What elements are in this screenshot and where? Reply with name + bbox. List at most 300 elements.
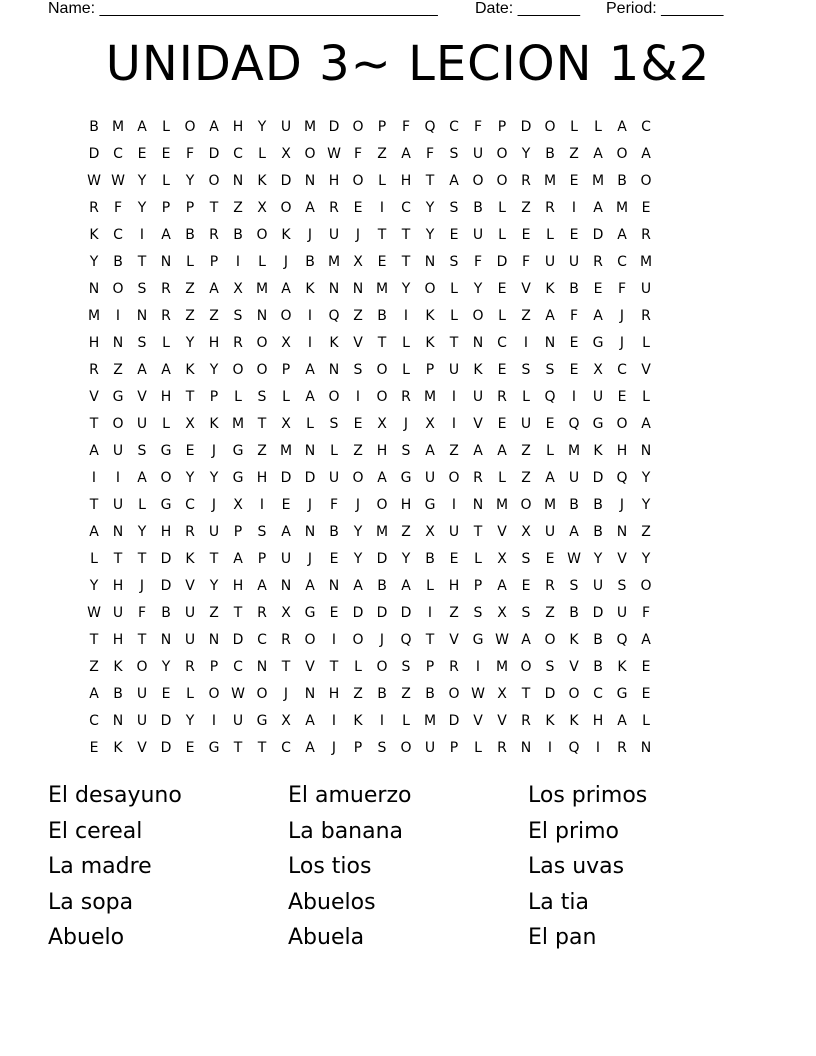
grid-letter[interactable]: K xyxy=(89,227,99,243)
grid-letter[interactable]: U xyxy=(640,281,652,297)
grid-letter[interactable]: L xyxy=(162,173,170,189)
grid-letter[interactable]: C xyxy=(113,227,123,243)
grid-letter[interactable]: Q xyxy=(544,389,556,405)
grid-letter[interactable]: F xyxy=(353,146,363,162)
grid-letter[interactable]: E xyxy=(137,146,147,162)
grid-letter[interactable]: N xyxy=(472,497,484,513)
grid-letter[interactable]: E xyxy=(89,740,99,756)
grid-letter[interactable]: G xyxy=(400,470,412,486)
grid-letter[interactable]: P xyxy=(449,740,459,756)
grid-letter[interactable]: O xyxy=(304,146,316,162)
grid-letter[interactable]: O xyxy=(232,362,244,378)
grid-letter[interactable]: D xyxy=(496,254,508,270)
grid-letter[interactable]: D xyxy=(160,713,172,729)
grid-letter[interactable]: R xyxy=(89,200,99,216)
grid-letter[interactable]: B xyxy=(89,119,99,135)
grid-letter[interactable]: C xyxy=(89,713,99,729)
grid-letter[interactable]: S xyxy=(449,254,459,270)
grid-letter[interactable]: S xyxy=(473,605,483,621)
grid-letter[interactable]: D xyxy=(592,470,604,486)
grid-letter[interactable]: O xyxy=(256,686,268,702)
grid-letter[interactable]: P xyxy=(281,362,291,378)
grid-letter[interactable]: A xyxy=(233,551,243,567)
grid-letter[interactable]: D xyxy=(376,551,388,567)
grid-letter[interactable]: U xyxy=(112,443,124,459)
grid-letter[interactable]: F xyxy=(641,605,651,621)
grid-letter[interactable]: G xyxy=(424,497,436,513)
grid-letter[interactable]: L xyxy=(138,497,146,513)
grid-letter[interactable]: Q xyxy=(616,470,628,486)
grid-letter[interactable]: L xyxy=(186,254,194,270)
grid-letter[interactable]: I xyxy=(379,200,385,216)
grid-letter[interactable]: C xyxy=(641,119,651,135)
grid-letter[interactable]: I xyxy=(523,335,529,351)
grid-letter[interactable]: L xyxy=(474,740,482,756)
grid-letter[interactable]: T xyxy=(281,659,291,675)
grid-letter[interactable]: V xyxy=(449,632,459,648)
grid-letter[interactable]: X xyxy=(281,713,291,729)
grid-letter[interactable]: D xyxy=(400,605,412,621)
grid-letter[interactable]: N xyxy=(304,443,316,459)
grid-letter[interactable]: O xyxy=(520,659,532,675)
grid-letter[interactable]: M xyxy=(591,173,605,189)
grid-letter[interactable]: B xyxy=(233,227,243,243)
grid-letter[interactable]: N xyxy=(208,632,220,648)
grid-letter[interactable]: Y xyxy=(473,281,483,297)
grid-letter[interactable]: U xyxy=(592,389,604,405)
grid-letter[interactable]: C xyxy=(185,497,195,513)
grid-letter[interactable]: I xyxy=(115,308,121,324)
grid-letter[interactable]: T xyxy=(113,551,123,567)
grid-letter[interactable]: Z xyxy=(641,524,651,540)
grid-letter[interactable]: A xyxy=(305,740,315,756)
grid-letter[interactable]: A xyxy=(353,578,363,594)
grid-letter[interactable]: O xyxy=(376,389,388,405)
grid-letter[interactable]: P xyxy=(425,362,435,378)
grid-letter[interactable]: O xyxy=(136,659,148,675)
grid-letter[interactable]: P xyxy=(353,740,363,756)
grid-letter[interactable]: F xyxy=(521,254,531,270)
grid-letter[interactable]: O xyxy=(352,173,364,189)
grid-letter[interactable]: E xyxy=(641,200,651,216)
grid-letter[interactable]: D xyxy=(232,632,244,648)
grid-letter[interactable]: V xyxy=(137,740,147,756)
grid-letter[interactable]: S xyxy=(257,389,267,405)
grid-letter[interactable]: X xyxy=(497,551,507,567)
grid-letter[interactable]: O xyxy=(280,200,292,216)
grid-letter[interactable]: Z xyxy=(233,200,243,216)
grid-letter[interactable]: X xyxy=(593,362,603,378)
grid-letter[interactable]: W xyxy=(87,605,101,621)
grid-letter[interactable]: M xyxy=(327,254,341,270)
grid-letter[interactable]: U xyxy=(280,119,292,135)
grid-letter[interactable]: N xyxy=(256,308,268,324)
grid-letter[interactable]: T xyxy=(401,254,411,270)
grid-letter[interactable]: O xyxy=(208,173,220,189)
grid-letter[interactable]: Y xyxy=(209,470,219,486)
grid-letter[interactable]: Z xyxy=(449,443,459,459)
grid-letter[interactable]: A xyxy=(497,443,507,459)
grid-letter[interactable]: G xyxy=(208,740,220,756)
grid-letter[interactable]: V xyxy=(137,389,147,405)
grid-letter[interactable]: U xyxy=(448,524,460,540)
grid-letter[interactable]: X xyxy=(281,416,291,432)
grid-letter[interactable]: A xyxy=(305,578,315,594)
grid-letter[interactable]: U xyxy=(184,632,196,648)
grid-letter[interactable]: I xyxy=(211,713,217,729)
grid-letter[interactable]: H xyxy=(88,335,100,351)
grid-letter[interactable]: N xyxy=(112,335,124,351)
grid-letter[interactable]: C xyxy=(497,335,507,351)
grid-letter[interactable]: X xyxy=(425,524,435,540)
grid-letter[interactable]: N xyxy=(640,443,652,459)
grid-letter[interactable]: Y xyxy=(521,146,531,162)
grid-letter[interactable]: A xyxy=(545,308,555,324)
grid-letter[interactable]: Z xyxy=(569,146,579,162)
grid-letter[interactable]: B xyxy=(377,686,387,702)
grid-letter[interactable]: A xyxy=(161,362,171,378)
grid-letter[interactable]: Q xyxy=(568,416,580,432)
grid-letter[interactable]: M xyxy=(87,308,101,324)
grid-letter[interactable]: O xyxy=(304,632,316,648)
grid-letter[interactable]: V xyxy=(305,659,315,675)
grid-letter[interactable]: D xyxy=(592,605,604,621)
grid-letter[interactable]: R xyxy=(209,227,219,243)
grid-letter[interactable]: E xyxy=(641,686,651,702)
grid-letter[interactable]: P xyxy=(377,119,387,135)
grid-letter[interactable]: K xyxy=(425,335,435,351)
grid-letter[interactable]: G xyxy=(160,443,172,459)
grid-letter[interactable]: S xyxy=(401,443,411,459)
grid-letter[interactable]: Q xyxy=(328,308,340,324)
grid-letter[interactable]: B xyxy=(113,686,123,702)
grid-letter[interactable]: M xyxy=(423,713,437,729)
grid-letter[interactable]: U xyxy=(184,605,196,621)
grid-letter[interactable]: B xyxy=(377,308,387,324)
grid-letter[interactable]: A xyxy=(137,470,147,486)
grid-letter[interactable]: Y xyxy=(425,227,435,243)
grid-letter[interactable]: X xyxy=(377,416,387,432)
grid-letter[interactable]: B xyxy=(593,497,603,513)
grid-letter[interactable]: O xyxy=(568,686,580,702)
grid-letter[interactable]: H xyxy=(208,335,220,351)
grid-letter[interactable]: G xyxy=(304,605,316,621)
grid-letter[interactable]: H xyxy=(256,470,268,486)
grid-letter[interactable]: T xyxy=(257,740,267,756)
grid-letter[interactable]: I xyxy=(547,740,553,756)
grid-letter[interactable]: W xyxy=(231,686,245,702)
grid-letter[interactable]: T xyxy=(137,551,147,567)
grid-letter[interactable]: I xyxy=(307,335,313,351)
grid-letter[interactable]: N xyxy=(328,281,340,297)
grid-letter[interactable]: A xyxy=(593,308,603,324)
grid-letter[interactable]: I xyxy=(451,389,457,405)
grid-letter[interactable]: C xyxy=(113,146,123,162)
grid-letter[interactable]: M xyxy=(615,200,629,216)
grid-letter[interactable]: E xyxy=(521,227,531,243)
grid-letter[interactable]: K xyxy=(569,713,579,729)
grid-letter[interactable]: O xyxy=(376,659,388,675)
grid-letter[interactable]: O xyxy=(208,686,220,702)
grid-letter[interactable]: D xyxy=(304,470,316,486)
grid-letter[interactable]: V xyxy=(473,416,483,432)
grid-letter[interactable]: I xyxy=(307,308,313,324)
grid-letter[interactable]: K xyxy=(281,227,291,243)
grid-letter[interactable]: K xyxy=(185,362,195,378)
grid-letter[interactable]: L xyxy=(642,335,650,351)
grid-letter[interactable]: N xyxy=(136,308,148,324)
grid-letter[interactable]: D xyxy=(280,470,292,486)
grid-letter[interactable]: F xyxy=(329,497,339,513)
grid-letter[interactable]: A xyxy=(641,146,651,162)
grid-letter[interactable]: V xyxy=(497,713,507,729)
grid-letter[interactable]: E xyxy=(569,335,579,351)
grid-letter[interactable]: M xyxy=(231,416,245,432)
grid-letter[interactable]: Q xyxy=(424,119,436,135)
grid-letter[interactable]: A xyxy=(617,227,627,243)
grid-letter[interactable]: T xyxy=(401,227,411,243)
grid-letter[interactable]: V xyxy=(521,281,531,297)
grid-letter[interactable]: Y xyxy=(185,335,195,351)
grid-letter[interactable]: K xyxy=(113,659,123,675)
grid-letter[interactable]: L xyxy=(258,254,266,270)
grid-letter[interactable]: B xyxy=(185,227,195,243)
grid-letter[interactable]: K xyxy=(353,713,363,729)
grid-letter[interactable]: B xyxy=(593,659,603,675)
grid-letter[interactable]: J xyxy=(283,686,289,702)
grid-letter[interactable]: T xyxy=(377,335,387,351)
grid-letter[interactable]: L xyxy=(402,335,410,351)
grid-letter[interactable]: E xyxy=(161,686,171,702)
grid-letter[interactable]: U xyxy=(448,362,460,378)
grid-letter[interactable]: K xyxy=(545,281,555,297)
grid-letter[interactable]: N xyxy=(88,281,100,297)
grid-letter[interactable]: A xyxy=(305,200,315,216)
grid-letter[interactable]: W xyxy=(327,146,341,162)
grid-letter[interactable]: K xyxy=(305,281,315,297)
grid-letter[interactable]: J xyxy=(619,497,625,513)
grid-letter[interactable]: E xyxy=(329,551,339,567)
grid-letter[interactable]: U xyxy=(424,470,436,486)
grid-letter[interactable]: B xyxy=(113,254,123,270)
grid-letter[interactable]: I xyxy=(451,497,457,513)
grid-letter[interactable]: O xyxy=(256,227,268,243)
grid-letter[interactable]: L xyxy=(402,713,410,729)
grid-letter[interactable]: J xyxy=(355,227,361,243)
grid-letter[interactable]: Y xyxy=(353,551,363,567)
grid-letter[interactable]: N xyxy=(640,740,652,756)
grid-letter[interactable]: L xyxy=(498,470,506,486)
grid-letter[interactable]: Z xyxy=(377,146,387,162)
grid-letter[interactable]: U xyxy=(232,713,244,729)
grid-letter[interactable]: L xyxy=(498,200,506,216)
grid-letter[interactable]: R xyxy=(161,308,171,324)
grid-letter[interactable]: P xyxy=(257,551,267,567)
grid-letter[interactable]: M xyxy=(375,281,389,297)
grid-letter[interactable]: A xyxy=(161,227,171,243)
grid-letter[interactable]: A xyxy=(593,146,603,162)
grid-letter[interactable]: O xyxy=(184,119,196,135)
grid-letter[interactable]: O xyxy=(496,146,508,162)
grid-letter[interactable]: H xyxy=(160,389,172,405)
grid-letter[interactable]: Y xyxy=(593,551,603,567)
grid-letter[interactable]: E xyxy=(497,362,507,378)
grid-letter[interactable]: U xyxy=(112,605,124,621)
grid-letter[interactable]: L xyxy=(450,281,458,297)
grid-letter[interactable]: N xyxy=(352,281,364,297)
grid-letter[interactable]: U xyxy=(208,524,220,540)
grid-letter[interactable]: L xyxy=(258,146,266,162)
grid-letter[interactable]: V xyxy=(473,713,483,729)
grid-letter[interactable]: O xyxy=(520,497,532,513)
grid-letter[interactable]: Y xyxy=(425,200,435,216)
grid-letter[interactable]: N xyxy=(160,632,172,648)
grid-letter[interactable]: F xyxy=(185,146,195,162)
grid-letter[interactable]: K xyxy=(425,308,435,324)
grid-letter[interactable]: Y xyxy=(137,524,147,540)
grid-letter[interactable]: U xyxy=(568,470,580,486)
grid-letter[interactable]: A xyxy=(377,470,387,486)
grid-letter[interactable]: O xyxy=(328,389,340,405)
grid-letter[interactable]: T xyxy=(137,632,147,648)
grid-letter[interactable]: V xyxy=(353,335,363,351)
grid-letter[interactable]: J xyxy=(139,578,145,594)
grid-letter[interactable]: Z xyxy=(521,443,531,459)
grid-letter[interactable]: P xyxy=(185,200,195,216)
grid-letter[interactable]: O xyxy=(376,497,388,513)
grid-letter[interactable]: H xyxy=(592,713,604,729)
grid-letter[interactable]: P xyxy=(473,578,483,594)
grid-letter[interactable]: O xyxy=(640,173,652,189)
grid-letter[interactable]: I xyxy=(379,713,385,729)
grid-letter[interactable]: N xyxy=(112,524,124,540)
grid-letter[interactable]: U xyxy=(136,713,148,729)
grid-letter[interactable]: A xyxy=(473,443,483,459)
grid-letter[interactable]: E xyxy=(569,362,579,378)
grid-letter[interactable]: O xyxy=(448,686,460,702)
grid-letter[interactable]: M xyxy=(375,524,389,540)
grid-letter[interactable]: V xyxy=(569,659,579,675)
grid-letter[interactable]: S xyxy=(137,281,147,297)
grid-letter[interactable]: D xyxy=(352,605,364,621)
grid-letter[interactable]: D xyxy=(376,605,388,621)
grid-letter[interactable]: N xyxy=(160,254,172,270)
grid-letter[interactable]: Y xyxy=(161,659,171,675)
grid-letter[interactable]: S xyxy=(545,659,555,675)
grid-letter[interactable]: J xyxy=(307,497,313,513)
grid-letter[interactable]: B xyxy=(473,200,483,216)
grid-letter[interactable]: G xyxy=(160,497,172,513)
grid-letter[interactable]: H xyxy=(232,578,244,594)
grid-letter[interactable]: T xyxy=(329,659,339,675)
grid-letter[interactable]: I xyxy=(331,632,337,648)
grid-letter[interactable]: X xyxy=(521,524,531,540)
grid-letter[interactable]: G xyxy=(232,443,244,459)
grid-letter[interactable]: J xyxy=(403,416,409,432)
grid-letter[interactable]: B xyxy=(569,497,579,513)
grid-letter[interactable]: X xyxy=(233,281,243,297)
name-field[interactable]: Name: ______________________________________ xyxy=(48,0,438,17)
grid-letter[interactable]: Y xyxy=(353,524,363,540)
grid-letter[interactable]: K xyxy=(113,740,123,756)
grid-letter[interactable]: Z xyxy=(209,605,219,621)
grid-letter[interactable]: A xyxy=(641,632,651,648)
grid-letter[interactable]: P xyxy=(161,200,171,216)
grid-letter[interactable]: L xyxy=(306,416,314,432)
grid-letter[interactable]: P xyxy=(209,659,219,675)
grid-letter[interactable]: B xyxy=(377,578,387,594)
grid-letter[interactable]: M xyxy=(495,497,509,513)
grid-letter[interactable]: E xyxy=(185,740,195,756)
grid-letter[interactable]: P xyxy=(425,659,435,675)
grid-letter[interactable]: C xyxy=(281,740,291,756)
grid-letter[interactable]: B xyxy=(593,524,603,540)
grid-letter[interactable]: I xyxy=(403,308,409,324)
grid-letter[interactable]: Z xyxy=(401,524,411,540)
grid-letter[interactable]: A xyxy=(617,119,627,135)
grid-letter[interactable]: S xyxy=(569,578,579,594)
grid-letter[interactable]: B xyxy=(161,605,171,621)
grid-letter[interactable]: Z xyxy=(185,281,195,297)
grid-letter[interactable]: V xyxy=(185,578,195,594)
grid-letter[interactable]: S xyxy=(353,362,363,378)
grid-letter[interactable]: O xyxy=(544,119,556,135)
grid-letter[interactable]: R xyxy=(449,659,459,675)
grid-letter[interactable]: Z xyxy=(449,605,459,621)
grid-letter[interactable]: U xyxy=(112,497,124,513)
grid-letter[interactable]: J xyxy=(283,254,289,270)
grid-letter[interactable]: D xyxy=(592,227,604,243)
grid-letter[interactable]: Y xyxy=(137,173,147,189)
grid-letter[interactable]: K xyxy=(569,632,579,648)
grid-letter[interactable]: L xyxy=(546,227,554,243)
grid-letter[interactable]: T xyxy=(233,740,243,756)
grid-letter[interactable]: Y xyxy=(209,578,219,594)
grid-letter[interactable]: E xyxy=(593,281,603,297)
grid-letter[interactable]: R xyxy=(641,308,651,324)
grid-letter[interactable]: M xyxy=(543,173,557,189)
grid-letter[interactable]: M xyxy=(111,119,125,135)
grid-letter[interactable]: M xyxy=(495,659,509,675)
grid-letter[interactable]: H xyxy=(160,524,172,540)
grid-letter[interactable]: E xyxy=(161,146,171,162)
grid-letter[interactable]: L xyxy=(162,119,170,135)
grid-letter[interactable]: L xyxy=(234,389,242,405)
grid-letter[interactable]: X xyxy=(497,605,507,621)
grid-letter[interactable]: J xyxy=(307,227,313,243)
grid-letter[interactable]: E xyxy=(569,173,579,189)
grid-letter[interactable]: H xyxy=(328,173,340,189)
grid-letter[interactable]: X xyxy=(257,200,267,216)
grid-letter[interactable]: C xyxy=(449,119,459,135)
grid-letter[interactable]: X xyxy=(233,497,243,513)
grid-letter[interactable]: U xyxy=(328,470,340,486)
grid-letter[interactable]: L xyxy=(330,443,338,459)
grid-letter[interactable]: A xyxy=(401,578,411,594)
date-field[interactable]: Date: _______ xyxy=(475,0,580,17)
grid-letter[interactable]: U xyxy=(136,686,148,702)
grid-letter[interactable]: Z xyxy=(257,443,267,459)
grid-letter[interactable]: K xyxy=(617,659,627,675)
grid-letter[interactable]: N xyxy=(304,686,316,702)
grid-letter[interactable]: F xyxy=(137,605,147,621)
grid-letter[interactable]: U xyxy=(280,551,292,567)
grid-letter[interactable]: T xyxy=(521,686,531,702)
grid-letter[interactable]: Z xyxy=(209,308,219,324)
grid-letter[interactable]: O xyxy=(496,173,508,189)
grid-letter[interactable]: S xyxy=(449,200,459,216)
grid-letter[interactable]: U xyxy=(472,389,484,405)
